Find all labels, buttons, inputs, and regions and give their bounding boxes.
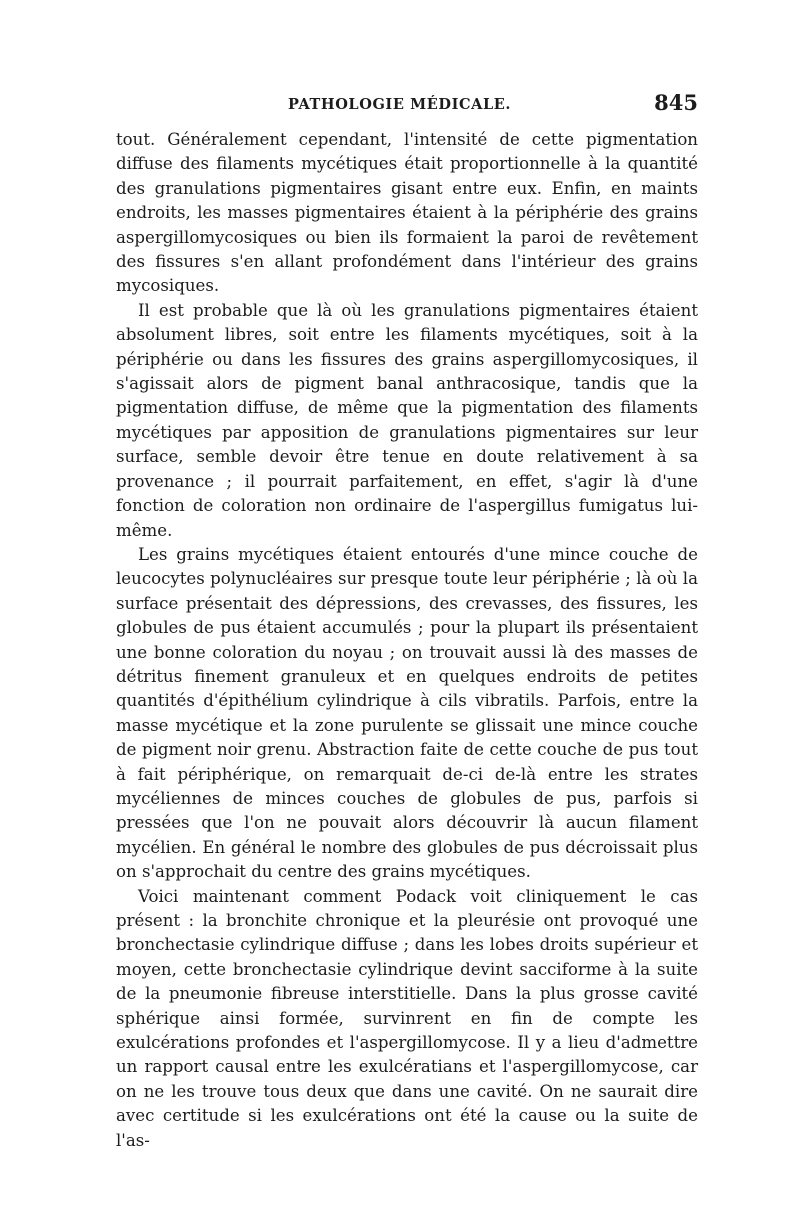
book-page [116,92,698,1153]
running-title: PATHOLOGIE MÉDICALE. [288,96,512,113]
running-head [116,92,698,128]
page-number: 845 [654,90,698,115]
paragraph-continuation: tout. Généralement cependant, l'intensité de cette pigmentation diffuse des filaments mycétiques était proportionnelle à la quantité des granulations pigmentaires gisant entre eux. Enfin, en maints endroits, les masses pigmentaires étaient à la périphérie des grains aspergillomycosiques ou bien ils formaient la paroi de revêtement des fissures s'en allant profondément dans l'intérieur des grains mycosiques. [116,130,698,296]
body-text [116,128,698,1153]
paragraph-pigment: Il est probable que là où les granulations pigmentaires étaient absolument libres, soit entre les filaments mycétiques, soit à la périphérie ou dans les fissures des grains aspergillomycosiques, il s'agissait alors de pigment banal anthracosique, tandis que la pigmentation diffuse, de même que la pigmentation des filaments mycétiques par apposition de granulations pigmentaires sur leur surface, semble devoir être tenue en doute relativement à sa provenance ; il pourrait parfaitement, en effet, s'agir là d'une fonction de coloration non ordinaire de l'aspergillus fumigatus lui-même. [116,300,698,540]
paragraph-podack: Voici maintenant comment Podack voit cliniquement le cas présent : la bronchite chronique et la pleurésie ont provoqué une bronchectasie cylindrique diffuse ; dans les lobes droits supérieur et moyen, cette bronchectasie cylindrique devint sacciforme à la suite de la pneumonie fibreuse interstitielle. Dans la plus grosse cavité sphérique ainsi formée, survinrent en fin de compte les exulcérations profondes et l'aspergillomycose. Il y a lieu d'admettre un rapport causal entre les exulcératians et l'aspergillomycose, car on ne les trouve tous deux que dans une cavité. On ne saurait dire avec certitude si les exulcérations ont été la cause ou la suite de l'as- [116,886,698,1150]
paragraph-grains: Les grains mycétiques étaient entourés d'une mince couche de leucocytes polynucléaires sur presque toute leur périphérie ; là où la surface présentait des dépressions, des crevasses, des fissures, les globules de pus étaient accumulés ; pour la plupart ils présentaient une bonne coloration du noyau ; on trouvait aussi là des masses de détritus finement granuleux et en quelques endroits de petites quantités d'épithélium cylindrique à cils vibratils. Parfois, entre la masse mycétique et la zone purulente se glissait une mince couche de pigment noir grenu. Abstraction faite de cette couche de pus tout à fait périphérique, on remarquait de-ci de-là entre les strates mycéliennes de minces couches de globules de pus, parfois si pressées que l'on ne pouvait alors découvrir là aucun filament mycélien. En général le nombre des globules de pus décroissait plus on s'approchait du centre des grains mycétiques. [116,544,698,882]
